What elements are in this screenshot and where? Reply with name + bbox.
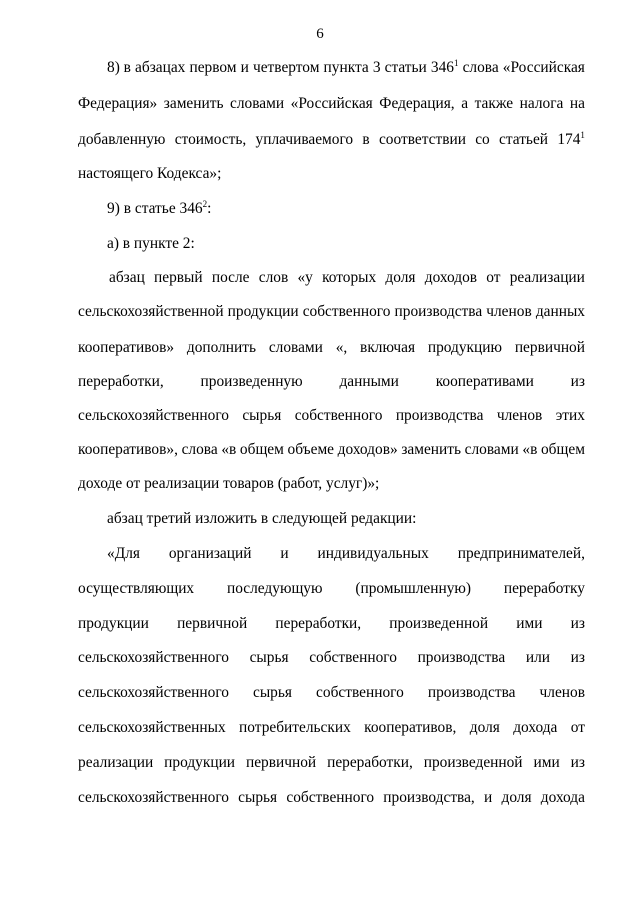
text-line: кооперативов» дополнить словами «, включая продукцию первичной bbox=[78, 339, 585, 356]
text-line: сельскохозяйственного сырья собственного производства или из bbox=[78, 649, 585, 666]
text-line: абзац третий изложить в следующей редакции: bbox=[107, 510, 417, 527]
text-line: Федерация» заменить словами «Российская Федерация, а также налога на bbox=[78, 95, 585, 112]
text-line: сельскохозяйственного сырья собственного производства, и доля дохода bbox=[78, 789, 585, 806]
text-line: сельскохозяйственной продукции собственного производства членов данных bbox=[78, 303, 585, 320]
text-line: переработки, произведенную данными кооперативами из bbox=[78, 373, 585, 390]
text-line: 8) в абзацах первом и четвертом пункта 3 статьи $346^1$ слова «Российская bbox=[107, 58, 585, 76]
text-line: абзац первый после слов «у которых доля доходов от реализации bbox=[109, 269, 585, 286]
text-line: сельскохозяйственного сырья собственного производства членов этих bbox=[78, 407, 585, 424]
text-line: реализации продукции первичной переработки, произведенной ими из bbox=[78, 754, 585, 771]
text-line: кооперативов», слова «в общем объеме доходов» заменить словами «в общем bbox=[78, 441, 585, 458]
text-line: 9) в статье $346^2$: bbox=[107, 199, 212, 217]
text-line: продукции первичной переработки, произведенной ими из bbox=[78, 615, 585, 632]
text-line: «Для организаций и индивидуальных предпринимателей, bbox=[107, 545, 585, 562]
text-line: доходе от реализации товаров (работ, услуг)»; bbox=[78, 475, 380, 492]
text-line: добавленную стоимость, уплачиваемого в соответствии со статьей $174^1$ bbox=[78, 130, 585, 148]
text-line: а) в пункте 2: bbox=[107, 235, 195, 252]
page-number: 6 bbox=[316, 26, 324, 42]
text-line: осуществляющих последующую (промышленную) переработку bbox=[78, 580, 585, 597]
text-line: настоящего Кодекса»; bbox=[78, 165, 222, 182]
text-line: сельскохозяйственных потребительских кооперативов, доля дохода от bbox=[78, 719, 585, 736]
text-line: сельскохозяйственного сырья собственного производства членов bbox=[78, 684, 585, 701]
